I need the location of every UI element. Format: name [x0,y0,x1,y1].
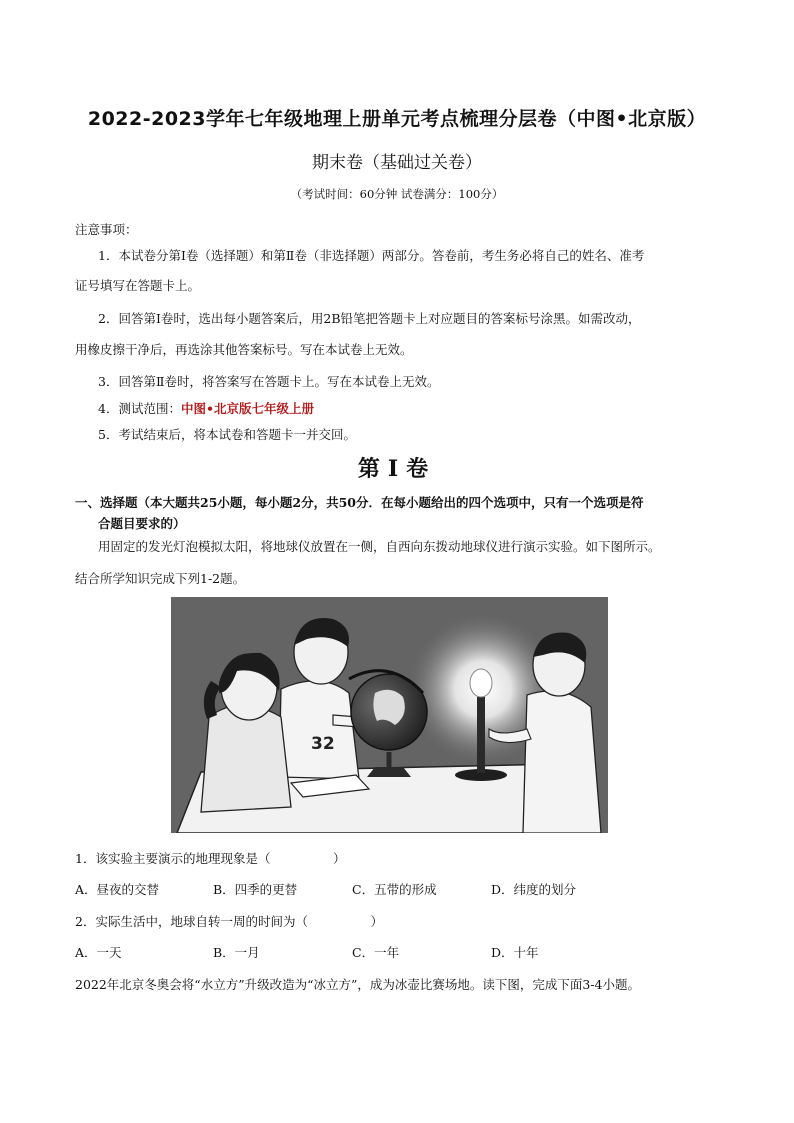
jersey-number: 32 [311,734,335,754]
section-heading-line-2: 合题目要求的） [98,516,186,531]
exam-subtitle: 期末卷（基础过关卷） [312,153,482,173]
volume-title: 第Ⅰ卷 [357,456,437,482]
boy-shirt [279,681,359,779]
girl-dress [201,705,291,812]
exam-time-info: （考试时间：60分钟 试卷满分：100分） [290,187,504,201]
section-heading [75,492,735,534]
question-2-option-b[interactable]: B．一月 [213,945,260,960]
note-1-line-1: 1．本试卷分第Ⅰ卷（选择题）和第Ⅱ卷（非选择题）两部分。答卷前，考生务必将自己的姓名、准考 [98,248,645,263]
question-1-option-c[interactable]: C．五带的形成 [352,882,437,897]
note-3: 3．回答第Ⅱ卷时，将答案写在答题卡上。写在本试卷上无效。 [98,374,440,389]
question-2-option-d[interactable]: D．十年 [491,945,539,960]
note-2-line-1: 2．回答第Ⅰ卷时，选出每小题答案后，用2B铅笔把答题卡上对应题目的答案标号涂黑。如需改动， [98,311,641,326]
section-heading-line-1: 一、选择题（本大题共25小题，每小题2分，共50分．在每小题给出的四个选项中，只有一个选项是符 [75,495,644,510]
note-5: 5．考试结束后，将本试卷和答题卡一并交回。 [98,427,356,442]
intro-line-1: 用固定的发光灯泡模拟太阳，将地球仪放置在一侧，自西向东拨动地球仪进行演示实验。如下图所示。 [98,539,661,554]
page-title: 2022-2023学年七年级地理上册单元考点梳理分层卷（中图•北京版） [87,108,707,130]
test-scope: 中图•北京版七年级上册 [180,401,314,416]
intro-line-2: 结合所学知识完成下列1-2题。 [75,571,246,586]
note-1-line-2: 证号填写在答题卡上。 [75,278,201,293]
notes-heading: 注意事项： [75,222,138,237]
experiment-illustration [171,597,608,833]
question-1-option-b[interactable]: B．四季的更替 [213,882,298,897]
question-1-stem: 1．该实验主要演示的地理现象是（ ） [75,851,346,866]
question-2-option-c[interactable]: C．一年 [352,945,400,960]
light-bulb [470,669,492,697]
note-2-line-2: 用橡皮擦干净后，再选涂其他答案标号。写在本试卷上无效。 [75,342,413,357]
note-4 [98,399,314,419]
note-4-prefix: 4．测试范围： [98,401,181,416]
lamp-stand [477,697,485,773]
question-1-option-a[interactable]: A．昼夜的交替 [75,882,160,897]
globe-continent [373,690,404,725]
experiment-illustration-svg [171,597,608,833]
question-2-option-a[interactable]: A．一天 [75,945,122,960]
right-boy-jacket [523,691,601,833]
closing-paragraph: 2022年北京冬奥会将“水立方”升级改造为“冰立方”，成为冰壶比赛场地。读下图，完成下面3-4小题。 [75,977,641,992]
question-1-option-d[interactable]: D．纬度的划分 [491,882,577,897]
question-2-stem: 2．实际生活中，地球自转一周的时间为（ ） [75,914,383,929]
